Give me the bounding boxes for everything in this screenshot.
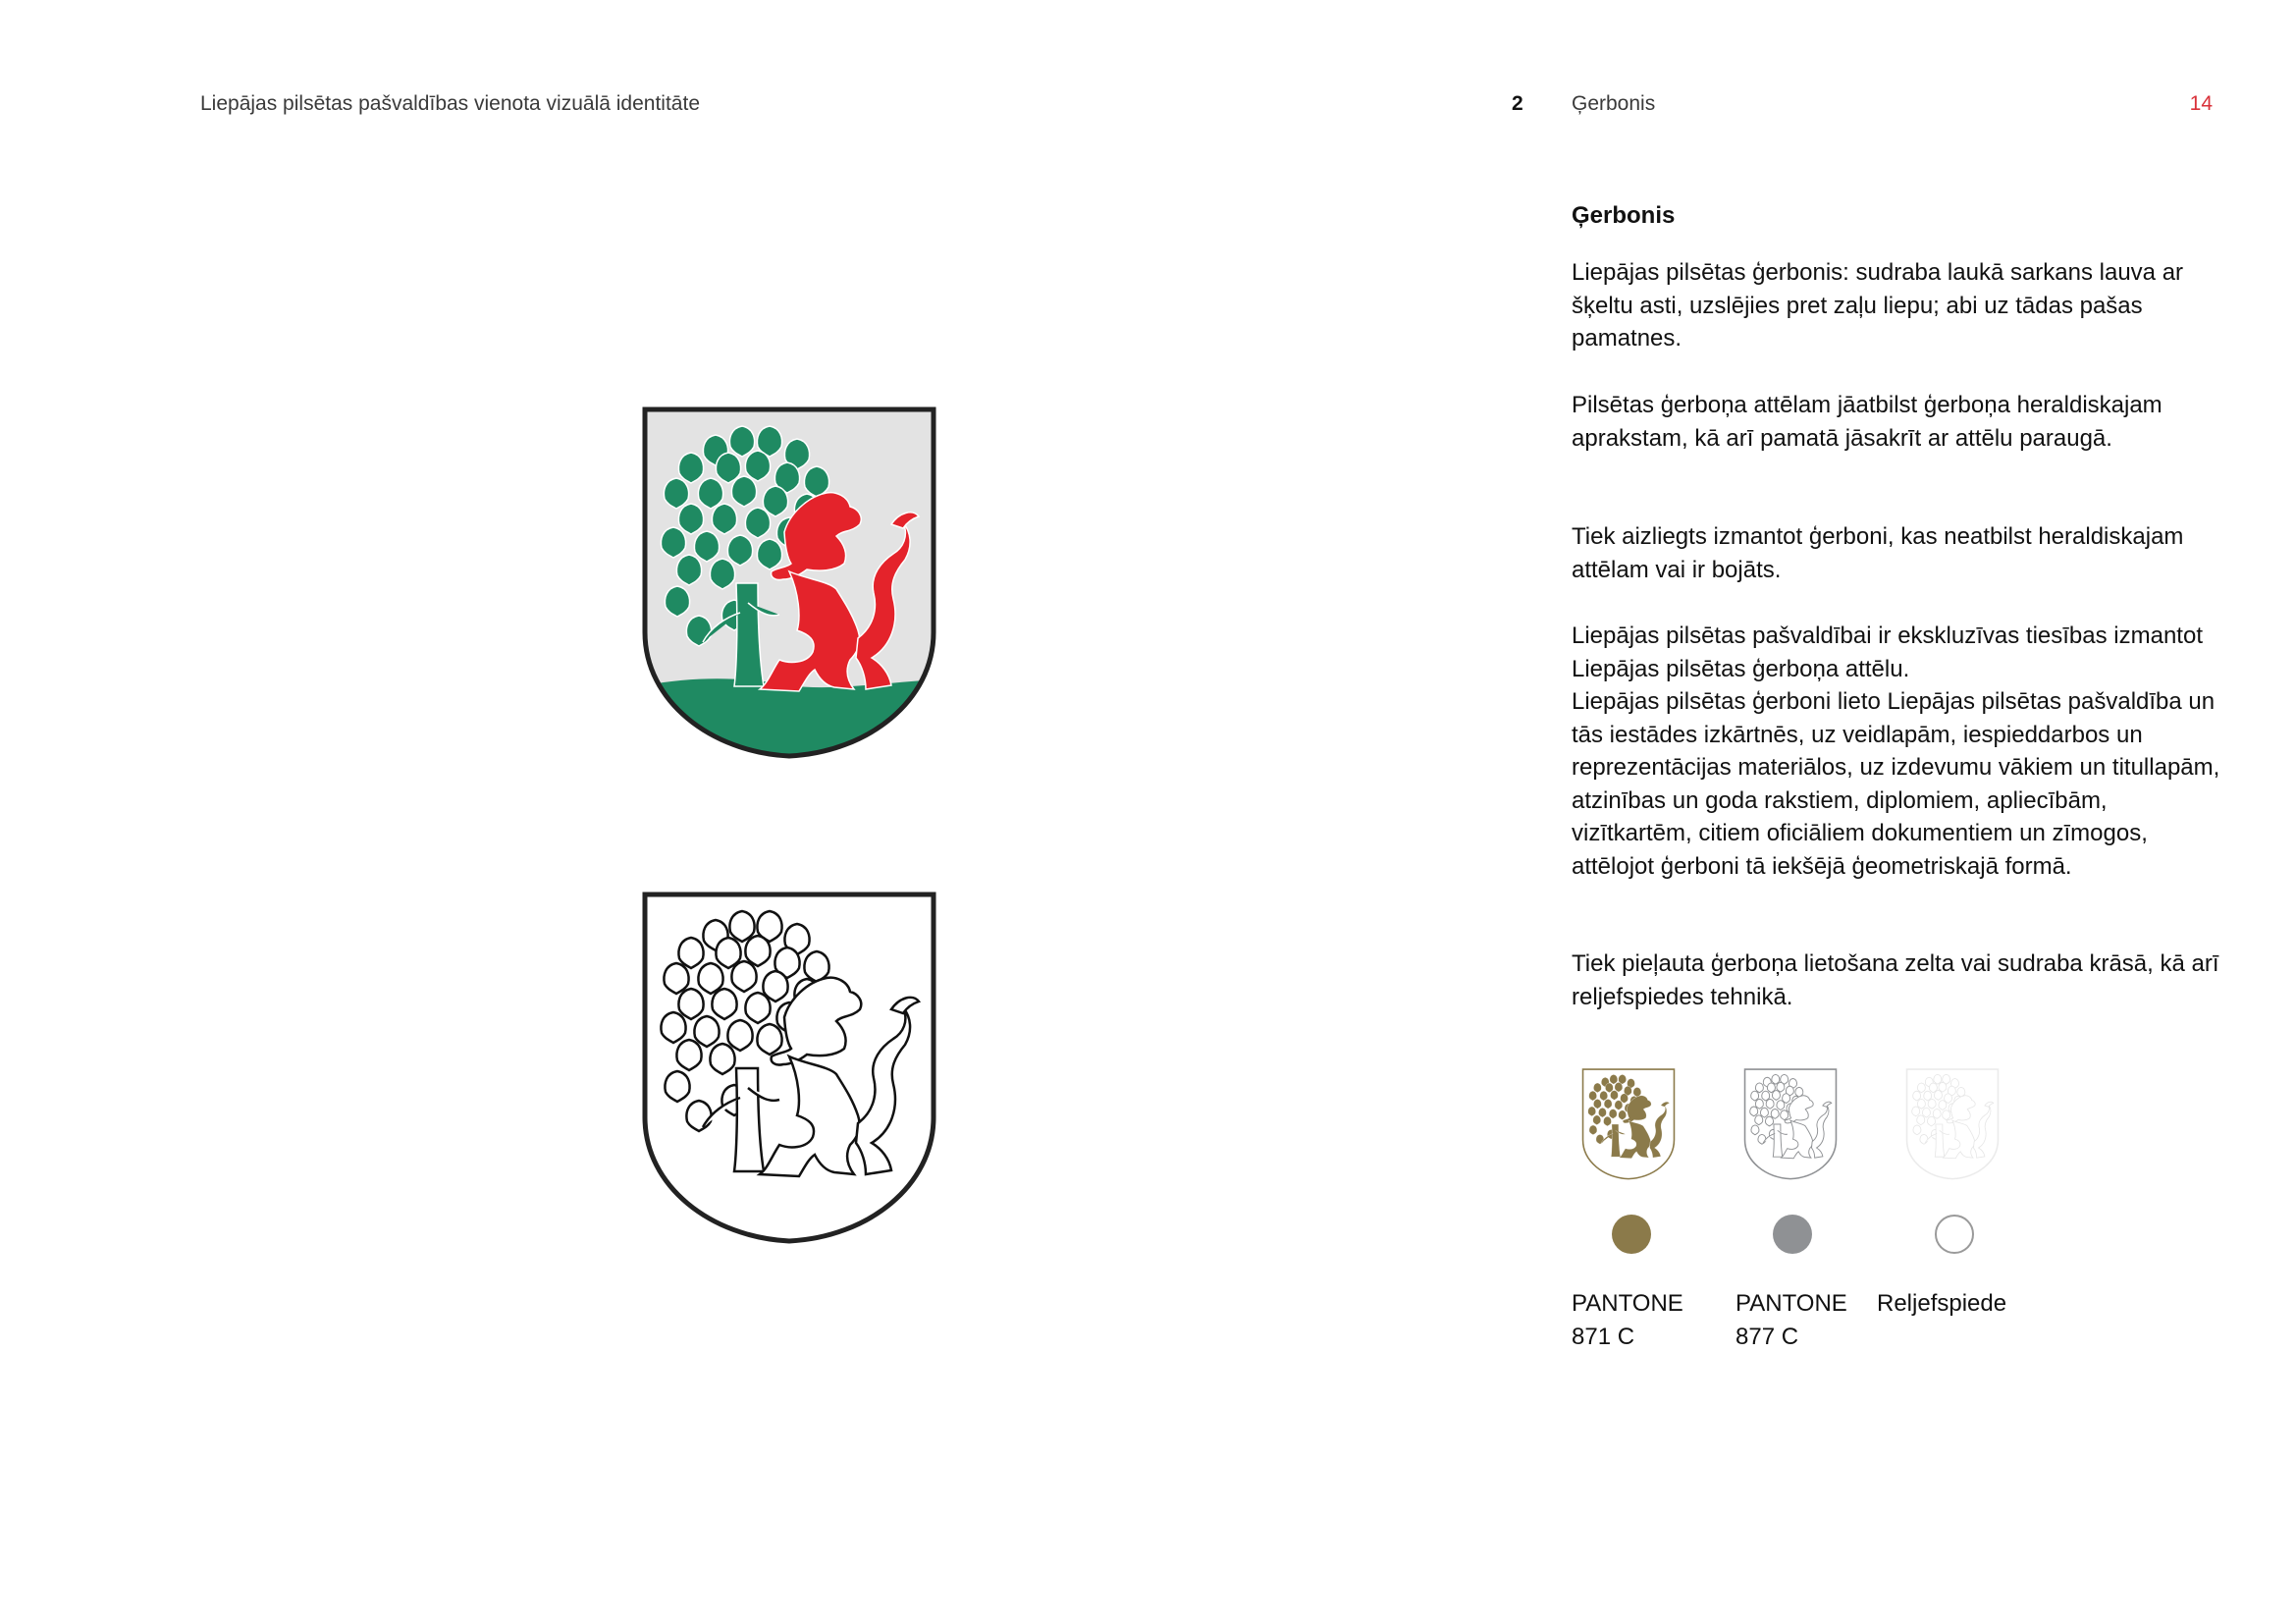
paragraph-compliance: Pilsētas ģerboņa attēlam jāatbilst ģerboņa heraldiskajam aprakstam, kā arī pamatā jāsakrīt ar attēlu paraugā. <box>1572 392 2163 452</box>
section-number: 2 <box>1512 92 1523 115</box>
swatch-label-gold: PANTONE 871 C <box>1572 1290 1683 1350</box>
document-title: Liepājas pilsētas pašvaldības vienota vizuālā identitāte <box>200 92 700 115</box>
paragraph-prohibition: Tiek aizliegts izmantot ģerboni, kas neatbilst heraldiskajam attēlam vai ir bojāts. <box>1572 523 2184 583</box>
swatch-label-silver: PANTONE 877 C <box>1735 1290 1847 1350</box>
page-number: 14 <box>2189 92 2213 115</box>
coat-of-arms-gold-icon <box>1580 1065 1677 1183</box>
coat-of-arms-outline-icon <box>637 887 941 1250</box>
paragraph-usage-rights: Liepājas pilsētas pašvaldībai ir ekskluzīvas tiesības izmantot Liepājas pilsētas ģerboņa attēlu. Liepājas pilsētas ģerboni lieto Liepājas pilsētas pašvaldība un tās iestādes izkārtnēs, uz veidlapām, iespieddarbos un reprezentācijas materiālos, uz izdevumu vākiem un titullapām, atzinības un goda rakstiem, diplomiem, apliecībām, vizītkartēm, citiem oficiāliem dokumentiem un zīmogos, attēlojot ģerboni tā iekšējā ģeometriskajā formā. <box>1572 623 2220 880</box>
swatch-dot-emboss <box>1935 1215 1974 1254</box>
paragraph-description: Liepājas pilsētas ģerbonis: sudraba laukā sarkans lauva ar šķeltu asti, uzslējies pret zaļu liepu; abi uz tādas pašas pamatnes. <box>1572 259 2184 352</box>
section-name: Ģerbonis <box>1572 92 1656 115</box>
swatch-label-emboss: Reljefspiede <box>1877 1290 2007 1317</box>
paragraph-color-variants: Tiek pieļauta ģerboņa lietošana zelta vai sudraba krāsā, kā arī reljefspiedes tehnikā. <box>1572 950 2219 1010</box>
coat-of-arms-color-icon <box>637 402 941 765</box>
section-heading: Ģerbonis <box>1572 202 1676 229</box>
coat-of-arms-emboss-icon <box>1904 1065 2001 1183</box>
coat-of-arms-silver-icon <box>1742 1065 1839 1183</box>
swatch-dot-silver <box>1773 1215 1812 1254</box>
swatch-dot-gold <box>1612 1215 1651 1254</box>
